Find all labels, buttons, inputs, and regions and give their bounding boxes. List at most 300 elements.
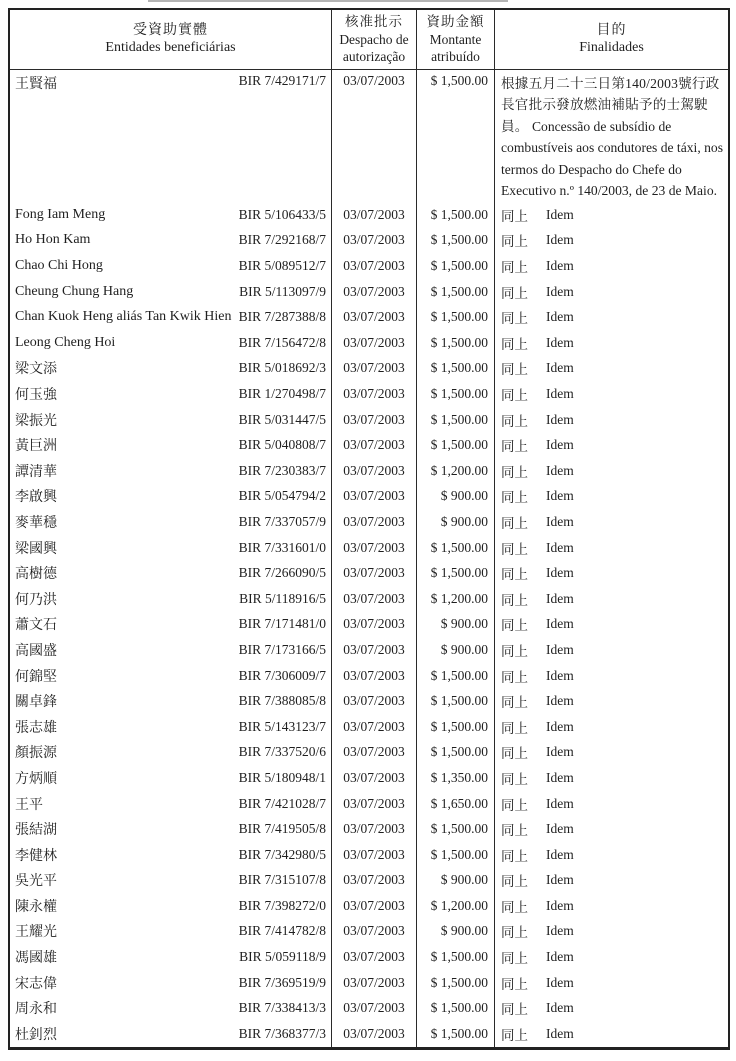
- table-row: [10, 484, 728, 510]
- entity-name: 譚清華: [15, 464, 57, 480]
- entity-name: 宋志偉: [15, 976, 57, 992]
- entity-bir-number: BIR 7/429171/7: [238, 72, 326, 88]
- entity-bir-number: BIR 5/040808/7: [238, 437, 326, 453]
- purpose-cell: [495, 560, 728, 586]
- purpose-text-pt: Concessão de subsídio de combustíveis aos condutores de táxi, nos termos do Despacho do Chefe do Executivo n.º 140/2003, de 23 de Maio.: [501, 118, 723, 199]
- entity-cell: [10, 356, 332, 382]
- entity-name: 黃巨洲: [15, 439, 57, 455]
- entity-bir-number: BIR 7/292168/7: [238, 232, 326, 248]
- purpose-idem-pt: Idem: [546, 309, 574, 325]
- purpose-idem-zh: 同上: [501, 439, 528, 455]
- approval-date: 03/07/2003: [332, 919, 417, 945]
- entity-cell: [10, 919, 332, 945]
- purpose-cell: [495, 253, 728, 279]
- purpose-idem-pt: Idem: [546, 897, 574, 913]
- entity-name: 麥華穩: [15, 515, 57, 531]
- purpose-idem-pt: Idem: [546, 795, 574, 811]
- entity-bir-number: BIR 7/156472/8: [238, 334, 326, 350]
- purpose-idem-pt: Idem: [546, 872, 574, 888]
- purpose-cell: [495, 484, 728, 510]
- purpose-idem-zh: 同上: [501, 823, 528, 839]
- purpose-idem-pt: Idem: [546, 539, 574, 555]
- purpose-idem-zh: 同上: [501, 515, 528, 531]
- amount-value: $ 1,500.00: [417, 304, 495, 330]
- amount-value: $ 900.00: [417, 919, 495, 945]
- entity-bir-number: BIR 5/054794/2: [238, 488, 326, 504]
- amount-value: $ 900.00: [417, 612, 495, 638]
- header-purpose-pt: Finalidades: [579, 40, 644, 56]
- entity-cell: [10, 791, 332, 817]
- purpose-idem-zh: 同上: [501, 311, 528, 327]
- entity-cell: [10, 612, 332, 638]
- table-row: [10, 637, 728, 663]
- table-row: [10, 740, 728, 766]
- entity-cell: [10, 70, 332, 203]
- purpose-idem-pt: Idem: [546, 616, 574, 632]
- purpose-idem-zh: 同上: [501, 567, 528, 583]
- purpose-idem-pt: Idem: [546, 334, 574, 350]
- entity-cell: [10, 842, 332, 868]
- approval-date: 03/07/2003: [332, 253, 417, 279]
- entity-bir-number: BIR 5/180948/1: [238, 769, 326, 785]
- amount-value: $ 1,500.00: [417, 407, 495, 433]
- table-row: [10, 432, 728, 458]
- approval-date: 03/07/2003: [332, 356, 417, 382]
- purpose-idem-pt: Idem: [546, 974, 574, 990]
- entity-bir-number: BIR 7/398272/0: [238, 897, 326, 913]
- entity-cell: [10, 893, 332, 919]
- approval-date: 03/07/2003: [332, 740, 417, 766]
- approval-date: 03/07/2003: [332, 765, 417, 791]
- approval-date: 03/07/2003: [332, 535, 417, 561]
- entity-bir-number: BIR 7/337057/9: [238, 513, 326, 529]
- entity-name: 周永和: [15, 1002, 57, 1018]
- table-row: [10, 944, 728, 970]
- table-row: [10, 663, 728, 689]
- purpose-idem-zh: 同上: [501, 899, 528, 915]
- amount-value: $ 1,500.00: [417, 842, 495, 868]
- entity-bir-number: BIR 5/059118/9: [239, 949, 326, 965]
- purpose-idem-pt: Idem: [546, 769, 574, 785]
- entity-name: 馮國雄: [15, 951, 57, 967]
- entity-bir-number: BIR 5/118916/5: [239, 590, 326, 606]
- purpose-idem-zh: 同上: [501, 208, 528, 224]
- purpose-cell: [495, 228, 728, 254]
- approval-date: 03/07/2003: [332, 714, 417, 740]
- purpose-cell: [495, 509, 728, 535]
- table-row: [10, 458, 728, 484]
- subsidy-table: [8, 8, 730, 1050]
- entity-bir-number: BIR 7/414782/8: [238, 923, 326, 939]
- purpose-idem-pt: Idem: [546, 821, 574, 837]
- entity-name: 李健林: [15, 848, 57, 864]
- purpose-idem-zh: 同上: [501, 669, 528, 685]
- header-purpose: [495, 10, 728, 69]
- entity-name: 吳光平: [15, 874, 57, 890]
- table-row: [10, 893, 728, 919]
- header-approval-zh: 核准批示: [345, 14, 403, 29]
- entity-name: Fong Iam Meng: [15, 206, 106, 222]
- amount-value: $ 1,200.00: [417, 458, 495, 484]
- amount-value: $ 1,200.00: [417, 893, 495, 919]
- approval-date: 03/07/2003: [332, 279, 417, 305]
- approval-date: 03/07/2003: [332, 816, 417, 842]
- table-row: [10, 279, 728, 305]
- entity-bir-number: BIR 7/421028/7: [238, 795, 326, 811]
- amount-value: $ 1,200.00: [417, 586, 495, 612]
- purpose-idem-zh: 同上: [501, 695, 528, 711]
- amount-value: $ 1,500.00: [417, 381, 495, 407]
- purpose-idem-pt: Idem: [546, 283, 574, 299]
- purpose-idem-zh: 同上: [501, 618, 528, 634]
- purpose-idem-zh: 同上: [501, 285, 528, 301]
- purpose-idem-pt: Idem: [546, 488, 574, 504]
- entity-bir-number: BIR 5/113097/9: [239, 283, 326, 299]
- approval-date: 03/07/2003: [332, 381, 417, 407]
- purpose-cell: [495, 330, 728, 356]
- table-row: [10, 791, 728, 817]
- scan-edge-artifact: [148, 0, 508, 2]
- purpose-cell: [495, 714, 728, 740]
- entity-cell: [10, 432, 332, 458]
- approval-date: 03/07/2003: [332, 1021, 417, 1047]
- table-row: [10, 356, 728, 382]
- amount-value: $ 1,500.00: [417, 995, 495, 1021]
- approval-date: 03/07/2003: [332, 791, 417, 817]
- purpose-idem-pt: Idem: [546, 693, 574, 709]
- approval-date: 03/07/2003: [332, 868, 417, 894]
- entity-cell: [10, 484, 332, 510]
- purpose-idem-zh: 同上: [501, 848, 528, 864]
- purpose-idem-pt: Idem: [546, 513, 574, 529]
- approval-date: 03/07/2003: [332, 688, 417, 714]
- entity-cell: [10, 995, 332, 1021]
- entity-cell: [10, 228, 332, 254]
- entity-cell: [10, 586, 332, 612]
- entity-name: 高國盛: [15, 643, 57, 659]
- amount-value: $ 1,500.00: [417, 970, 495, 996]
- purpose-idem-zh: 同上: [501, 362, 528, 378]
- purpose-cell: [495, 791, 728, 817]
- amount-value: $ 1,350.00: [417, 765, 495, 791]
- header-entity-zh: 受資助實體: [133, 22, 208, 38]
- purpose-cell: [495, 740, 728, 766]
- entity-name: 杜釗烈: [15, 1027, 57, 1043]
- purpose-cell: [495, 944, 728, 970]
- purpose-cell: [495, 202, 728, 228]
- approval-date: 03/07/2003: [332, 407, 417, 433]
- purpose-idem-pt: Idem: [546, 206, 574, 222]
- purpose-idem-zh: 同上: [501, 797, 528, 813]
- header-amount-pt: Montante atribuído: [429, 31, 482, 64]
- purpose-cell: [495, 279, 728, 305]
- entity-bir-number: BIR 7/342980/5: [238, 846, 326, 862]
- entity-cell: [10, 688, 332, 714]
- table-row: [10, 509, 728, 535]
- approval-date: 03/07/2003: [332, 304, 417, 330]
- entity-bir-number: BIR 5/143123/7: [238, 718, 326, 734]
- header-approval: [332, 10, 417, 69]
- amount-value: $ 900.00: [417, 509, 495, 535]
- purpose-cell: [495, 1021, 728, 1047]
- entity-bir-number: BIR 1/270498/7: [238, 386, 326, 402]
- approval-date: 03/07/2003: [332, 586, 417, 612]
- purpose-idem-pt: Idem: [546, 1000, 574, 1016]
- entity-bir-number: BIR 7/337520/6: [238, 744, 326, 760]
- header-amount-zh: 資助金額: [426, 14, 485, 29]
- entity-cell: [10, 1021, 332, 1047]
- purpose-cell: [495, 868, 728, 894]
- approval-date: 03/07/2003: [332, 330, 417, 356]
- amount-value: $ 1,500.00: [417, 228, 495, 254]
- purpose-idem-zh: 同上: [501, 976, 528, 992]
- purpose-idem-zh: 同上: [501, 541, 528, 557]
- entity-bir-number: BIR 5/031447/5: [238, 411, 326, 427]
- purpose-idem-zh: 同上: [501, 951, 528, 967]
- purpose-idem-zh: 同上: [501, 388, 528, 404]
- entity-cell: [10, 970, 332, 996]
- purpose-cell: [495, 381, 728, 407]
- purpose-idem-pt: Idem: [546, 360, 574, 376]
- approval-date: 03/07/2003: [332, 509, 417, 535]
- entity-bir-number: BIR 7/338413/3: [238, 1000, 326, 1016]
- purpose-idem-zh: 同上: [501, 592, 528, 608]
- entity-bir-number: BIR 7/266090/5: [238, 565, 326, 581]
- purpose-cell: [495, 70, 728, 203]
- entity-name: 陳永權: [15, 899, 57, 915]
- purpose-idem-pt: Idem: [546, 232, 574, 248]
- purpose-cell: [495, 842, 728, 868]
- amount-value: $ 1,500.00: [417, 535, 495, 561]
- entity-name: 梁文添: [15, 362, 57, 378]
- purpose-idem-zh: 同上: [501, 643, 528, 659]
- entity-cell: [10, 304, 332, 330]
- purpose-idem-pt: Idem: [546, 846, 574, 862]
- table-row: [10, 228, 728, 254]
- entity-bir-number: BIR 5/018692/3: [238, 360, 326, 376]
- entity-name: 何乃洪: [15, 592, 57, 608]
- amount-value: $ 1,500.00: [417, 560, 495, 586]
- purpose-cell: [495, 586, 728, 612]
- entity-cell: [10, 381, 332, 407]
- purpose-idem-zh: 同上: [501, 234, 528, 250]
- entity-cell: [10, 253, 332, 279]
- header-amount: [417, 10, 495, 69]
- purpose-cell: [495, 637, 728, 663]
- purpose-cell: [495, 893, 728, 919]
- amount-value: $ 1,500.00: [417, 253, 495, 279]
- amount-value: $ 1,500.00: [417, 202, 495, 228]
- purpose-idem-pt: Idem: [546, 590, 574, 606]
- entity-bir-number: BIR 5/106433/5: [238, 206, 326, 222]
- approval-date: 03/07/2003: [332, 637, 417, 663]
- purpose-cell: [495, 535, 728, 561]
- table-row: [10, 765, 728, 791]
- purpose-cell: [495, 356, 728, 382]
- entity-name: Ho Hon Kam: [15, 232, 91, 248]
- entity-name: 王平: [15, 797, 43, 813]
- purpose-idem-zh: 同上: [501, 490, 528, 506]
- entity-cell: [10, 765, 332, 791]
- table-row: [10, 586, 728, 612]
- purpose-idem-zh: 同上: [501, 771, 528, 787]
- entity-name: 方炳順: [15, 771, 57, 787]
- amount-value: $ 1,500.00: [417, 688, 495, 714]
- purpose-idem-zh: 同上: [501, 413, 528, 429]
- approval-date: 03/07/2003: [332, 484, 417, 510]
- purpose-cell: [495, 432, 728, 458]
- entity-name: 張結湖: [15, 823, 57, 839]
- table-row: [10, 970, 728, 996]
- amount-value: $ 1,500.00: [417, 714, 495, 740]
- amount-value: $ 1,650.00: [417, 791, 495, 817]
- approval-date: 03/07/2003: [332, 944, 417, 970]
- entity-cell: [10, 868, 332, 894]
- approval-date: 03/07/2003: [332, 202, 417, 228]
- table-row: [10, 560, 728, 586]
- table-row: [10, 330, 728, 356]
- purpose-cell: [495, 688, 728, 714]
- purpose-idem-zh: 同上: [501, 464, 528, 480]
- entity-cell: [10, 560, 332, 586]
- entity-bir-number: BIR 7/173166/5: [238, 641, 326, 657]
- table-row: [10, 688, 728, 714]
- table-row: [10, 919, 728, 945]
- purpose-idem-pt: Idem: [546, 923, 574, 939]
- table-row: [10, 995, 728, 1021]
- entity-name: 何錦堅: [15, 669, 57, 685]
- purpose-idem-zh: 同上: [501, 874, 528, 890]
- purpose-cell: [495, 304, 728, 330]
- amount-value: $ 1,500.00: [417, 70, 495, 203]
- entity-name: 梁國興: [15, 541, 57, 557]
- entity-name: 張志雄: [15, 720, 57, 736]
- entity-bir-number: BIR 7/230383/7: [238, 462, 326, 478]
- approval-date: 03/07/2003: [332, 663, 417, 689]
- entity-cell: [10, 816, 332, 842]
- table-header-row: [10, 10, 728, 70]
- purpose-idem-zh: 同上: [501, 746, 528, 762]
- entity-name: Cheung Chung Hang: [15, 283, 134, 299]
- purpose-cell: [495, 995, 728, 1021]
- entity-cell: [10, 279, 332, 305]
- purpose-idem-pt: Idem: [546, 411, 574, 427]
- amount-value: $ 900.00: [417, 637, 495, 663]
- entity-cell: [10, 944, 332, 970]
- amount-value: $ 1,500.00: [417, 816, 495, 842]
- header-approval-pt: Despacho de autorização: [339, 31, 409, 64]
- purpose-cell: [495, 458, 728, 484]
- entity-name: Chan Kuok Heng aliás Tan Kwik Hien: [15, 309, 232, 325]
- purpose-idem-pt: Idem: [546, 949, 574, 965]
- entity-cell: [10, 714, 332, 740]
- purpose-cell: [495, 663, 728, 689]
- approval-date: 03/07/2003: [332, 842, 417, 868]
- purpose-cell: [495, 765, 728, 791]
- purpose-cell: [495, 612, 728, 638]
- entity-name: 關卓鋒: [15, 695, 57, 711]
- entity-cell: [10, 407, 332, 433]
- table-row: [10, 304, 728, 330]
- approval-date: 03/07/2003: [332, 228, 417, 254]
- purpose-text-zh: 根據五月二十三日第140/2003號行政長官批示發放燃油補貼予的士駕駛員。: [501, 75, 720, 134]
- amount-value: $ 1,500.00: [417, 432, 495, 458]
- approval-date: 03/07/2003: [332, 560, 417, 586]
- approval-date: 03/07/2003: [332, 432, 417, 458]
- table-row: [10, 381, 728, 407]
- header-entity-pt: Entidades beneficiárias: [105, 40, 236, 56]
- table-row: [10, 535, 728, 561]
- entity-bir-number: BIR 7/171481/0: [238, 616, 326, 632]
- approval-date: 03/07/2003: [332, 893, 417, 919]
- approval-date: 03/07/2003: [332, 612, 417, 638]
- purpose-idem-pt: Idem: [546, 641, 574, 657]
- table-row: [10, 70, 728, 203]
- approval-date: 03/07/2003: [332, 995, 417, 1021]
- entity-name: 王耀光: [15, 925, 57, 941]
- purpose-cell: [495, 970, 728, 996]
- table-row: [10, 253, 728, 279]
- amount-value: $ 1,500.00: [417, 279, 495, 305]
- entity-cell: [10, 202, 332, 228]
- amount-value: $ 1,500.00: [417, 663, 495, 689]
- purpose-idem-pt: Idem: [546, 437, 574, 453]
- approval-date: 03/07/2003: [332, 458, 417, 484]
- amount-value: $ 1,500.00: [417, 1021, 495, 1047]
- approval-date: 03/07/2003: [332, 70, 417, 203]
- table-row: [10, 714, 728, 740]
- entity-bir-number: BIR 7/287388/8: [238, 309, 326, 325]
- entity-cell: [10, 330, 332, 356]
- purpose-idem-pt: Idem: [546, 565, 574, 581]
- purpose-idem-pt: Idem: [546, 386, 574, 402]
- amount-value: $ 900.00: [417, 868, 495, 894]
- amount-value: $ 900.00: [417, 484, 495, 510]
- purpose-idem-zh: 同上: [501, 1002, 528, 1018]
- amount-value: $ 1,500.00: [417, 944, 495, 970]
- purpose-idem-pt: Idem: [546, 744, 574, 760]
- entity-name: 李啟興: [15, 490, 57, 506]
- entity-cell: [10, 535, 332, 561]
- approval-date: 03/07/2003: [332, 970, 417, 996]
- entity-name: 何玉強: [15, 388, 57, 404]
- table-row: [10, 202, 728, 228]
- purpose-idem-zh: 同上: [501, 336, 528, 352]
- table-row: [10, 407, 728, 433]
- table-row: [10, 816, 728, 842]
- entity-name: 蕭文石: [15, 618, 57, 634]
- amount-value: $ 1,500.00: [417, 356, 495, 382]
- table-row: [10, 1021, 728, 1047]
- purpose-idem-pt: Idem: [546, 667, 574, 683]
- table-row: [10, 612, 728, 638]
- entity-cell: [10, 740, 332, 766]
- entity-name: 王賢福: [15, 76, 57, 92]
- entity-cell: [10, 509, 332, 535]
- entity-cell: [10, 458, 332, 484]
- table-body: [10, 70, 728, 1047]
- purpose-idem-zh: 同上: [501, 260, 528, 276]
- entity-bir-number: BIR 7/315107/8: [238, 872, 326, 888]
- entity-name: 梁振光: [15, 413, 57, 429]
- entity-cell: [10, 663, 332, 689]
- entity-cell: [10, 637, 332, 663]
- entity-name: 顏振源: [15, 746, 57, 762]
- purpose-cell: [495, 407, 728, 433]
- purpose-cell: [495, 919, 728, 945]
- purpose-idem-zh: 同上: [501, 720, 528, 736]
- purpose-cell: [495, 816, 728, 842]
